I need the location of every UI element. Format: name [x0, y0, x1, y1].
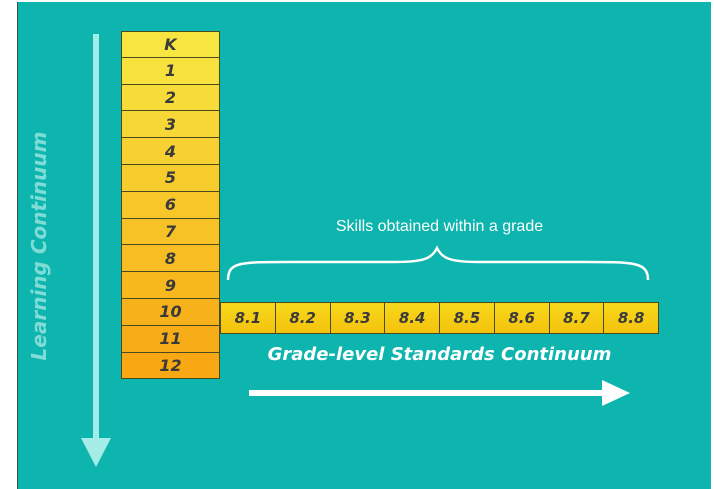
skill-cell-8-7: 8.7 [549, 303, 604, 333]
skill-cell-8-8: 8.8 [603, 303, 658, 333]
grade-cell-10: 10 [121, 299, 220, 326]
grade-column [121, 31, 220, 379]
skills-brace [228, 248, 648, 280]
skill-cell-8-4: 8.4 [384, 303, 439, 333]
skill-cell-8-6: 8.6 [494, 303, 549, 333]
skills-row [220, 302, 659, 334]
learning-arrow-head [81, 438, 111, 467]
skills-caption: Skills obtained within a grade [335, 218, 544, 235]
grade-cell-7: 7 [121, 219, 220, 246]
grade-cell-9: 9 [121, 272, 220, 299]
standards-arrow-shaft [249, 390, 606, 396]
skill-cell-8-2: 8.2 [275, 303, 330, 333]
standards-arrow-head [602, 380, 630, 406]
grade-cell-11: 11 [121, 326, 220, 353]
skill-cell-8-3: 8.3 [330, 303, 385, 333]
grade-cell-12: 12 [121, 353, 220, 380]
learning-arrow-shaft [93, 34, 99, 446]
grade-cell-3: 3 [121, 111, 220, 138]
grade-cell-6: 6 [121, 192, 220, 219]
grade-cell-k: K [121, 31, 220, 58]
skill-cell-8-5: 8.5 [439, 303, 494, 333]
grade-cell-4: 4 [121, 138, 220, 165]
learning-continuum-label: Learning Continuum [27, 131, 51, 361]
grade-cell-5: 5 [121, 165, 220, 192]
grade-cell-8: 8 [121, 245, 220, 272]
grade-cell-1: 1 [121, 58, 220, 85]
grade-cell-2: 2 [121, 85, 220, 112]
skill-cell-8-1: 8.1 [220, 303, 275, 333]
standards-continuum-label: Grade-level Standards Continuum [267, 344, 612, 365]
